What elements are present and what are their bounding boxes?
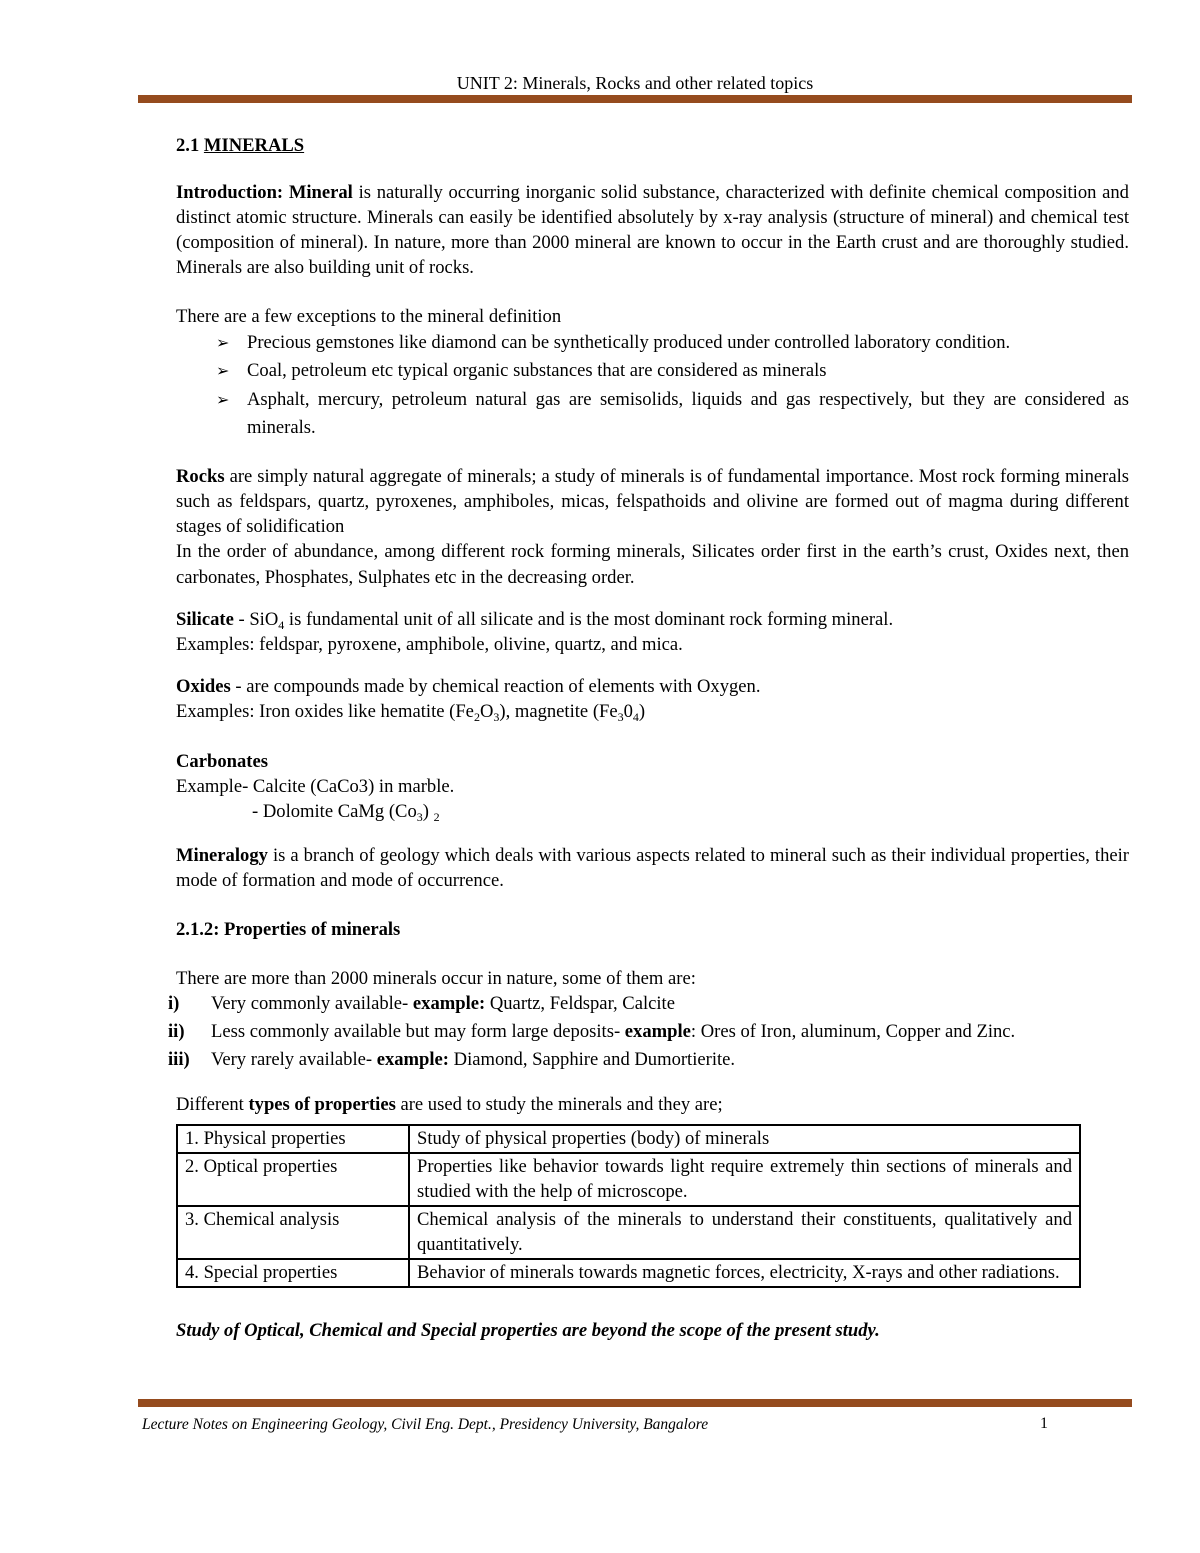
oxides-examples: Examples: Iron oxides like hematite $(Fe_2O_3)$, magnetite $(Fe_30_4)$ bbox=[176, 701, 646, 724]
arrow-bullet-icon: ➢ bbox=[216, 333, 230, 352]
table-cell: Chemical analysis of the minerals to understand their constituents, qualitatively and quantitatively. bbox=[409, 1206, 1080, 1259]
section-heading bbox=[176, 133, 1129, 158]
list-item: ➢ Asphalt, mercury, petroleum natural gas are semisolids, liquids and gas respectively, but they are considered as minerals. bbox=[176, 386, 1129, 442]
silicate-examples: Examples: feldspar, pyroxene, amphibole, olivine, quartz, and mica. bbox=[176, 634, 683, 655]
intro-term: Mineral bbox=[288, 182, 353, 203]
intro-paragraph bbox=[176, 180, 1129, 280]
table-row bbox=[177, 1259, 1080, 1287]
page-header bbox=[138, 71, 1132, 96]
section-number: 2.1 bbox=[176, 135, 200, 156]
list-item: ➢ Coal, petroleum etc typical organic substances that are considered as minerals bbox=[216, 360, 827, 381]
list-item: iii) Very rarely available- example: Diamond, Sapphire and Dumortierite. bbox=[168, 1049, 736, 1070]
properties-lead: There are more than 2000 minerals occur in nature, some of them are: bbox=[176, 968, 696, 989]
table-cell: 4. Special properties bbox=[177, 1259, 409, 1287]
table-row bbox=[177, 1206, 1080, 1259]
carbonates-example-1: Example- Calcite (CaCo3) in marble. bbox=[176, 776, 455, 797]
section-title: MINERALS bbox=[203, 135, 305, 156]
abundance-paragraph: In the order of abundance, among different rock forming minerals, Silicates order first in the earth’s crust, Oxides next, then carbonates, Phosphates, Sulphates etc in the decreasing order. bbox=[176, 541, 1129, 588]
silicate-paragraph: Silicate - SiO$_4$ is fundamental unit of all silicate and is the most dominant rock forming mineral. bbox=[176, 609, 894, 632]
intro-text: is naturally occurring inorganic solid substance, characterized with definite chemical composition and distinct atomic structure. Minerals can easily be identified absolutely by x-ray analysis (structure of mineral) and chemical test (composition of mineral). In nature, more than 2000 mineral are known to occur in the Earth crust and are thoroughly studied. Minerals are also building unit of rocks. bbox=[176, 182, 1129, 278]
arrow-bullet-icon: ➢ bbox=[216, 361, 230, 380]
document-body bbox=[168, 133, 1129, 1343]
table-cell: 2. Optical properties bbox=[177, 1153, 409, 1206]
availability-list bbox=[168, 991, 1129, 1072]
types-paragraph: Different types of properties are used to study the minerals and they are; bbox=[176, 1094, 723, 1115]
table-cell: Behavior of minerals towards magnetic forces, electricity, X-rays and other radiations. bbox=[409, 1259, 1080, 1287]
exceptions-list bbox=[176, 330, 1129, 442]
footer-rule bbox=[138, 1399, 1132, 1407]
rocks-term: Rocks bbox=[176, 466, 225, 487]
table-row bbox=[177, 1153, 1080, 1206]
table-row bbox=[177, 1125, 1080, 1153]
table-cell: Study of physical properties (body) of minerals bbox=[409, 1125, 1080, 1153]
arrow-bullet-icon: ➢ bbox=[216, 390, 230, 409]
list-item: i) Very commonly available- example: Quartz, Feldspar, Calcite bbox=[168, 993, 675, 1014]
header-rule bbox=[138, 95, 1132, 103]
rocks-paragraph: Rocks are simply natural aggregate of minerals; a study of minerals is of fundamental importance. Most rock forming minerals such as feldspars, quartz, pyroxenes, amphiboles, micas, felspathoids and olivine are formed out of magma during different stages of solidification bbox=[176, 466, 1129, 537]
exceptions-lead: There are a few exceptions to the mineral definition bbox=[176, 306, 562, 327]
intro-label: Introduction: bbox=[176, 182, 284, 203]
footer-text: Lecture Notes on Engineering Geology, Civil Eng. Dept., Presidency University, Bangalore bbox=[142, 1416, 709, 1433]
table-cell: Properties like behavior towards light require extremely thin sections of minerals and studied with the help of microscope. bbox=[409, 1153, 1080, 1206]
carbonates-heading: Carbonates bbox=[176, 751, 268, 772]
mineralogy-term: Mineralogy bbox=[176, 845, 268, 866]
oxides-paragraph: Oxides - are compounds made by chemical reaction of elements with Oxygen. bbox=[176, 676, 761, 697]
mineralogy-paragraph: Mineralogy is a branch of geology which deals with various aspects related to mineral such as their individual properties, their mode of formation and mode of occurrence. bbox=[176, 845, 1129, 891]
properties-table bbox=[176, 1124, 1081, 1288]
oxides-term: Oxides bbox=[176, 676, 231, 697]
scope-note: Study of Optical, Chemical and Special properties are beyond the scope of the present study. bbox=[176, 1320, 880, 1341]
silicate-term: Silicate bbox=[176, 609, 234, 630]
table-cell: 3. Chemical analysis bbox=[177, 1206, 409, 1259]
table-cell: 1. Physical properties bbox=[177, 1125, 409, 1153]
list-item: ii) Less commonly available but may form large deposits- example: Ores of Iron, aluminum, Copper and Zinc. bbox=[168, 1021, 1016, 1042]
page-number: 1 bbox=[1040, 1415, 1048, 1432]
list-item: ➢ Precious gemstones like diamond can be synthetically produced under controlled laboratory condition. bbox=[216, 332, 1011, 353]
carbonates-example-2: - Dolomite CaMg $(Co_3)$ $_2$ bbox=[252, 801, 440, 824]
properties-heading: 2.1.2: Properties of minerals bbox=[176, 919, 401, 940]
header-title: UNIT 2: Minerals, Rocks and other related topics bbox=[456, 73, 814, 93]
